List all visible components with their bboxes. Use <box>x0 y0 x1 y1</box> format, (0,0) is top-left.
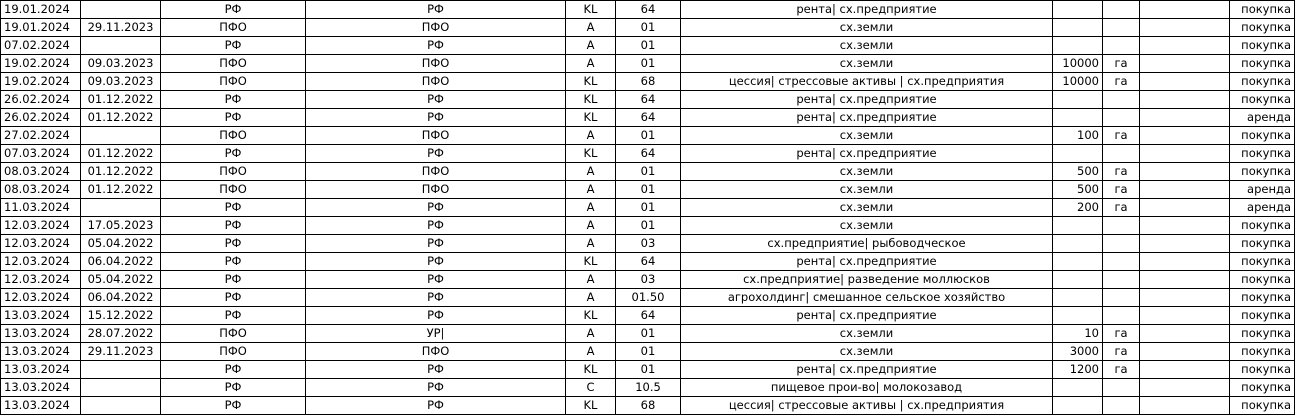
table-row <box>1 343 1295 361</box>
table-row <box>1 37 1295 55</box>
description-cell: сх.земли <box>681 19 1053 37</box>
description-cell: сх.предприятие| разведение моллюсков <box>681 271 1053 289</box>
extra-cell <box>1140 271 1230 289</box>
area-cell <box>1053 109 1103 127</box>
date2-cell: 06.04.2022 <box>81 289 161 307</box>
date-cell: 19.01.2024 <box>1 19 81 37</box>
code-cell: 68 <box>616 397 681 415</box>
code-cell: 01 <box>616 19 681 37</box>
region-cell: ПФО <box>161 127 306 145</box>
class-cell: A <box>566 163 616 181</box>
area-cell <box>1053 37 1103 55</box>
code-cell: 01 <box>616 55 681 73</box>
code-cell: 01 <box>616 217 681 235</box>
date-cell: 12.03.2024 <box>1 217 81 235</box>
description-cell: рента| сх.предприятие <box>681 253 1053 271</box>
type-cell: покупка <box>1230 145 1295 163</box>
date2-cell: 01.12.2022 <box>81 181 161 199</box>
area-cell: 100 <box>1053 127 1103 145</box>
region-cell: РФ <box>161 235 306 253</box>
area-cell: 10000 <box>1053 55 1103 73</box>
area-cell: 500 <box>1053 163 1103 181</box>
area-cell <box>1053 91 1103 109</box>
date2-cell: 29.11.2023 <box>81 19 161 37</box>
class-cell: KL <box>566 397 616 415</box>
code-cell: 03 <box>616 235 681 253</box>
description-cell: сх.земли <box>681 163 1053 181</box>
date2-cell <box>81 37 161 55</box>
code-cell: 01 <box>616 199 681 217</box>
subregion-cell: РФ <box>306 289 566 307</box>
type-cell: аренда <box>1230 109 1295 127</box>
description-cell: рента| сх.предприятие <box>681 1 1053 19</box>
extra-cell <box>1140 91 1230 109</box>
unit-cell <box>1103 19 1140 37</box>
region-cell: ПФО <box>161 19 306 37</box>
class-cell: KL <box>566 145 616 163</box>
type-cell: покупка <box>1230 325 1295 343</box>
unit-cell: га <box>1103 343 1140 361</box>
date-cell: 13.03.2024 <box>1 325 81 343</box>
description-cell: сх.земли <box>681 325 1053 343</box>
extra-cell <box>1140 289 1230 307</box>
class-cell: A <box>566 217 616 235</box>
region-cell: ПФО <box>161 181 306 199</box>
code-cell: 01 <box>616 343 681 361</box>
type-cell: покупка <box>1230 289 1295 307</box>
subregion-cell: РФ <box>306 217 566 235</box>
subregion-cell: РФ <box>306 91 566 109</box>
area-cell <box>1053 271 1103 289</box>
unit-cell <box>1103 253 1140 271</box>
area-cell: 10000 <box>1053 73 1103 91</box>
type-cell: покупка <box>1230 379 1295 397</box>
region-cell: РФ <box>161 361 306 379</box>
table-row <box>1 127 1295 145</box>
date-cell: 08.03.2024 <box>1 181 81 199</box>
extra-cell <box>1140 55 1230 73</box>
table-row <box>1 379 1295 397</box>
date2-cell: 28.07.2022 <box>81 325 161 343</box>
area-cell <box>1053 307 1103 325</box>
type-cell: покупка <box>1230 361 1295 379</box>
unit-cell <box>1103 109 1140 127</box>
type-cell: покупка <box>1230 19 1295 37</box>
code-cell: 64 <box>616 1 681 19</box>
subregion-cell: ПФО <box>306 181 566 199</box>
subregion-cell: РФ <box>306 199 566 217</box>
subregion-cell: РФ <box>306 145 566 163</box>
area-cell <box>1053 235 1103 253</box>
area-cell <box>1053 397 1103 415</box>
area-cell: 200 <box>1053 199 1103 217</box>
region-cell: РФ <box>161 217 306 235</box>
area-cell: 10 <box>1053 325 1103 343</box>
table-row <box>1 55 1295 73</box>
class-cell: KL <box>566 361 616 379</box>
description-cell: рента| сх.предприятие <box>681 91 1053 109</box>
extra-cell <box>1140 379 1230 397</box>
table-row <box>1 397 1295 415</box>
date-cell: 07.03.2024 <box>1 145 81 163</box>
date-cell: 12.03.2024 <box>1 253 81 271</box>
region-cell: РФ <box>161 91 306 109</box>
type-cell: покупка <box>1230 217 1295 235</box>
date2-cell <box>81 127 161 145</box>
extra-cell <box>1140 235 1230 253</box>
class-cell: A <box>566 235 616 253</box>
description-cell: сх.земли <box>681 181 1053 199</box>
table-row <box>1 181 1295 199</box>
region-cell: ПФО <box>161 73 306 91</box>
type-cell: аренда <box>1230 199 1295 217</box>
date-cell: 27.02.2024 <box>1 127 81 145</box>
table-row <box>1 217 1295 235</box>
subregion-cell: РФ <box>306 271 566 289</box>
unit-cell <box>1103 217 1140 235</box>
extra-cell <box>1140 127 1230 145</box>
subregion-cell: РФ <box>306 361 566 379</box>
date2-cell: 09.03.2023 <box>81 55 161 73</box>
unit-cell <box>1103 1 1140 19</box>
class-cell: KL <box>566 109 616 127</box>
subregion-cell: РФ <box>306 397 566 415</box>
description-cell: сх.земли <box>681 37 1053 55</box>
extra-cell <box>1140 181 1230 199</box>
code-cell: 01 <box>616 325 681 343</box>
unit-cell: га <box>1103 163 1140 181</box>
unit-cell <box>1103 271 1140 289</box>
region-cell: РФ <box>161 307 306 325</box>
unit-cell: га <box>1103 55 1140 73</box>
subregion-cell: ПФО <box>306 163 566 181</box>
subregion-cell: ПФО <box>306 127 566 145</box>
type-cell: покупка <box>1230 127 1295 145</box>
table-row <box>1 163 1295 181</box>
extra-cell <box>1140 109 1230 127</box>
class-cell: A <box>566 127 616 145</box>
subregion-cell: РФ <box>306 109 566 127</box>
date-cell: 13.03.2024 <box>1 397 81 415</box>
region-cell: ПФО <box>161 55 306 73</box>
unit-cell: га <box>1103 325 1140 343</box>
description-cell: сх.земли <box>681 55 1053 73</box>
class-cell: KL <box>566 1 616 19</box>
extra-cell <box>1140 37 1230 55</box>
type-cell: покупка <box>1230 271 1295 289</box>
subregion-cell: РФ <box>306 379 566 397</box>
code-cell: 64 <box>616 253 681 271</box>
date-cell: 13.03.2024 <box>1 343 81 361</box>
date2-cell: 15.12.2022 <box>81 307 161 325</box>
region-cell: РФ <box>161 109 306 127</box>
code-cell: 64 <box>616 145 681 163</box>
date2-cell: 09.03.2023 <box>81 73 161 91</box>
subregion-cell: УР| <box>306 325 566 343</box>
area-cell <box>1053 19 1103 37</box>
type-cell: покупка <box>1230 307 1295 325</box>
unit-cell <box>1103 91 1140 109</box>
region-cell: РФ <box>161 1 306 19</box>
code-cell: 01.50 <box>616 289 681 307</box>
region-cell: РФ <box>161 271 306 289</box>
date-cell: 26.02.2024 <box>1 91 81 109</box>
type-cell: покупка <box>1230 37 1295 55</box>
unit-cell <box>1103 379 1140 397</box>
class-cell: KL <box>566 253 616 271</box>
subregion-cell: ПФО <box>306 343 566 361</box>
subregion-cell: РФ <box>306 1 566 19</box>
date2-cell: 01.12.2022 <box>81 145 161 163</box>
unit-cell <box>1103 397 1140 415</box>
code-cell: 64 <box>616 307 681 325</box>
subregion-cell: ПФО <box>306 73 566 91</box>
subregion-cell: РФ <box>306 235 566 253</box>
date2-cell: 05.04.2022 <box>81 235 161 253</box>
region-cell: РФ <box>161 289 306 307</box>
description-cell: агрохолдинг| смешанное сельское хозяйство <box>681 289 1053 307</box>
description-cell: сх.земли <box>681 199 1053 217</box>
table-row <box>1 325 1295 343</box>
region-cell: РФ <box>161 37 306 55</box>
description-cell: сх.земли <box>681 127 1053 145</box>
unit-cell: га <box>1103 73 1140 91</box>
code-cell: 68 <box>616 73 681 91</box>
date2-cell: 01.12.2022 <box>81 163 161 181</box>
table-row <box>1 199 1295 217</box>
region-cell: РФ <box>161 253 306 271</box>
date-cell: 07.02.2024 <box>1 37 81 55</box>
class-cell: KL <box>566 91 616 109</box>
code-cell: 64 <box>616 91 681 109</box>
code-cell: 01 <box>616 37 681 55</box>
extra-cell <box>1140 343 1230 361</box>
unit-cell <box>1103 37 1140 55</box>
table-row <box>1 1 1295 19</box>
extra-cell <box>1140 73 1230 91</box>
extra-cell <box>1140 163 1230 181</box>
description-cell: цессия| стрессовые активы | сх.предприятия <box>681 397 1053 415</box>
type-cell: покупка <box>1230 91 1295 109</box>
unit-cell: га <box>1103 181 1140 199</box>
date2-cell: 29.11.2023 <box>81 343 161 361</box>
class-cell: KL <box>566 307 616 325</box>
area-cell: 500 <box>1053 181 1103 199</box>
extra-cell <box>1140 217 1230 235</box>
unit-cell: га <box>1103 199 1140 217</box>
date-cell: 19.01.2024 <box>1 1 81 19</box>
date2-cell <box>81 361 161 379</box>
table-row <box>1 91 1295 109</box>
subregion-cell: РФ <box>306 37 566 55</box>
region-cell: РФ <box>161 379 306 397</box>
date2-cell <box>81 1 161 19</box>
code-cell: 01 <box>616 163 681 181</box>
description-cell: рента| сх.предприятие <box>681 109 1053 127</box>
class-cell: A <box>566 37 616 55</box>
table-row <box>1 235 1295 253</box>
subregion-cell: РФ <box>306 307 566 325</box>
class-cell: A <box>566 289 616 307</box>
extra-cell <box>1140 397 1230 415</box>
unit-cell <box>1103 289 1140 307</box>
code-cell: 03 <box>616 271 681 289</box>
table-row <box>1 271 1295 289</box>
table-row <box>1 307 1295 325</box>
extra-cell <box>1140 325 1230 343</box>
subregion-cell: РФ <box>306 253 566 271</box>
table-body <box>1 1 1295 415</box>
table-row <box>1 19 1295 37</box>
type-cell: покупка <box>1230 1 1295 19</box>
extra-cell <box>1140 19 1230 37</box>
area-cell <box>1053 145 1103 163</box>
date-cell: 13.03.2024 <box>1 361 81 379</box>
region-cell: ПФО <box>161 163 306 181</box>
area-cell: 3000 <box>1053 343 1103 361</box>
area-cell <box>1053 217 1103 235</box>
area-cell <box>1053 379 1103 397</box>
class-cell: A <box>566 271 616 289</box>
class-cell: A <box>566 55 616 73</box>
extra-cell <box>1140 253 1230 271</box>
unit-cell <box>1103 307 1140 325</box>
date-cell: 12.03.2024 <box>1 289 81 307</box>
class-cell: A <box>566 325 616 343</box>
type-cell: покупка <box>1230 163 1295 181</box>
date2-cell: 06.04.2022 <box>81 253 161 271</box>
date-cell: 13.03.2024 <box>1 379 81 397</box>
area-cell <box>1053 289 1103 307</box>
date2-cell: 01.12.2022 <box>81 91 161 109</box>
unit-cell: га <box>1103 361 1140 379</box>
region-cell: ПФО <box>161 325 306 343</box>
class-cell: A <box>566 19 616 37</box>
description-cell: сх.предприятие| рыбоводческое <box>681 235 1053 253</box>
description-cell: рента| сх.предприятие <box>681 361 1053 379</box>
date-cell: 19.02.2024 <box>1 55 81 73</box>
date2-cell: 01.12.2022 <box>81 109 161 127</box>
subregion-cell: ПФО <box>306 19 566 37</box>
region-cell: РФ <box>161 199 306 217</box>
description-cell: сх.земли <box>681 343 1053 361</box>
date-cell: 13.03.2024 <box>1 307 81 325</box>
table-row <box>1 145 1295 163</box>
class-cell: KL <box>566 73 616 91</box>
unit-cell: га <box>1103 127 1140 145</box>
description-cell: рента| сх.предприятие <box>681 145 1053 163</box>
date-cell: 19.02.2024 <box>1 73 81 91</box>
region-cell: РФ <box>161 397 306 415</box>
description-cell: цессия| стрессовые активы | сх.предприятия <box>681 73 1053 91</box>
type-cell: покупка <box>1230 55 1295 73</box>
table-row <box>1 289 1295 307</box>
type-cell: покупка <box>1230 397 1295 415</box>
date-cell: 12.03.2024 <box>1 235 81 253</box>
unit-cell <box>1103 235 1140 253</box>
area-cell: 1200 <box>1053 361 1103 379</box>
date2-cell <box>81 397 161 415</box>
class-cell: A <box>566 343 616 361</box>
area-cell <box>1053 253 1103 271</box>
class-cell: C <box>566 379 616 397</box>
date2-cell <box>81 199 161 217</box>
date-cell: 08.03.2024 <box>1 163 81 181</box>
class-cell: A <box>566 199 616 217</box>
extra-cell <box>1140 1 1230 19</box>
unit-cell <box>1103 145 1140 163</box>
region-cell: РФ <box>161 145 306 163</box>
description-cell: рента| сх.предприятие <box>681 307 1053 325</box>
type-cell: аренда <box>1230 181 1295 199</box>
date2-cell <box>81 379 161 397</box>
type-cell: покупка <box>1230 235 1295 253</box>
code-cell: 01 <box>616 127 681 145</box>
extra-cell <box>1140 307 1230 325</box>
date-cell: 12.03.2024 <box>1 271 81 289</box>
description-cell: пищевое прои-во| молокозавод <box>681 379 1053 397</box>
date-cell: 26.02.2024 <box>1 109 81 127</box>
area-cell <box>1053 1 1103 19</box>
date2-cell: 17.05.2023 <box>81 217 161 235</box>
extra-cell <box>1140 145 1230 163</box>
code-cell: 10.5 <box>616 379 681 397</box>
extra-cell <box>1140 361 1230 379</box>
table-row <box>1 109 1295 127</box>
table-row <box>1 73 1295 91</box>
type-cell: покупка <box>1230 343 1295 361</box>
region-cell: ПФО <box>161 343 306 361</box>
code-cell: 01 <box>616 361 681 379</box>
class-cell: A <box>566 181 616 199</box>
subregion-cell: ПФО <box>306 55 566 73</box>
code-cell: 64 <box>616 109 681 127</box>
code-cell: 01 <box>616 181 681 199</box>
type-cell: покупка <box>1230 73 1295 91</box>
type-cell: покупка <box>1230 253 1295 271</box>
table-row <box>1 253 1295 271</box>
extra-cell <box>1140 199 1230 217</box>
table-row <box>1 361 1295 379</box>
date2-cell: 05.04.2022 <box>81 271 161 289</box>
description-cell: сх.земли <box>681 217 1053 235</box>
date-cell: 11.03.2024 <box>1 199 81 217</box>
